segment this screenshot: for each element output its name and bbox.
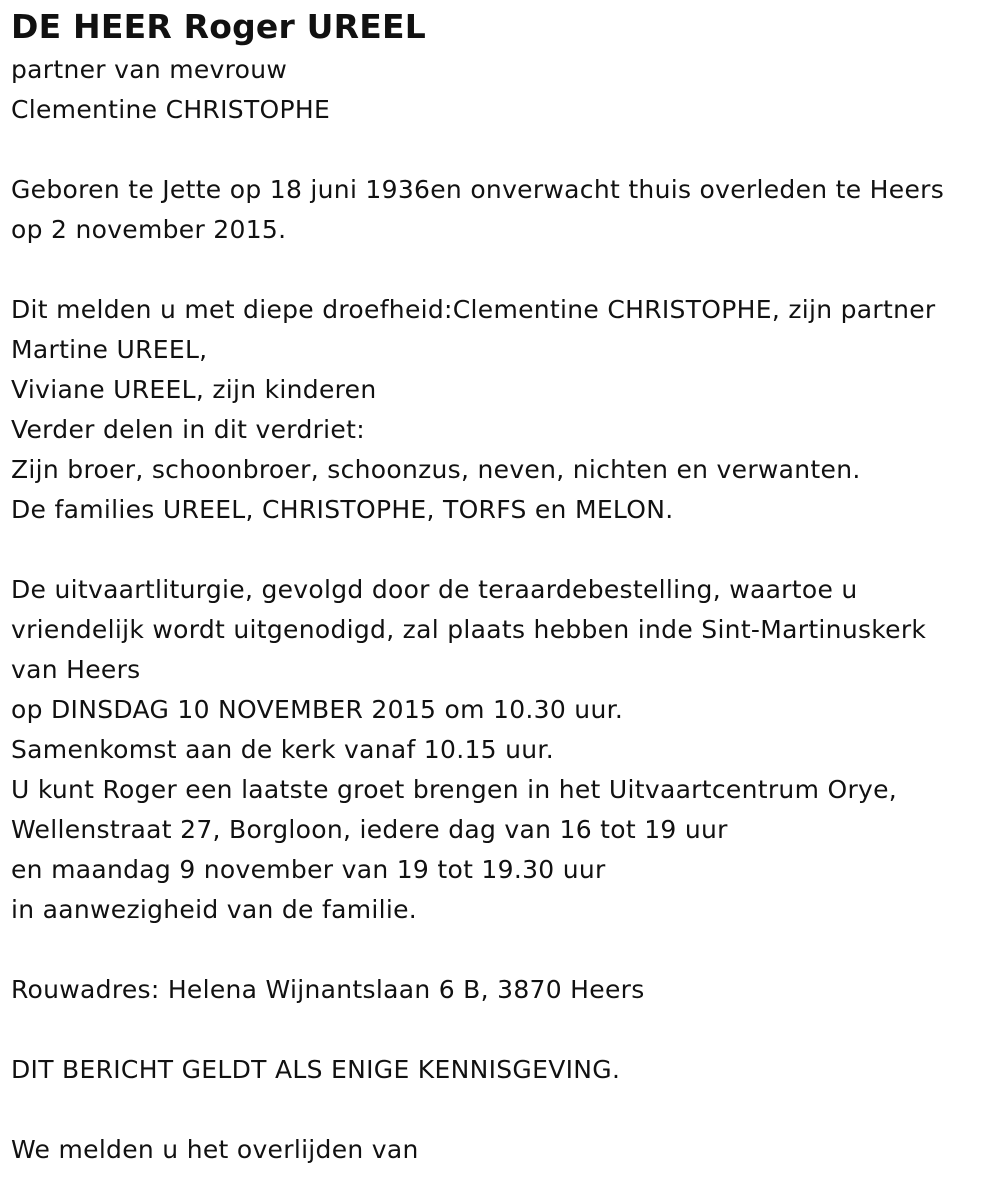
paragraph-gap [11, 530, 1000, 570]
paragraph-gap [11, 250, 1000, 290]
text-line: op 2 november 2015. [11, 215, 287, 244]
text-line: vriendelijk wordt uitgenodigd, zal plaats hebben inde Sint-Martinuskerk [11, 615, 927, 644]
text-line: Samenkomst aan de kerk vanaf 10.15 uur. [11, 735, 554, 764]
text-line: en maandag 9 november van 19 tot 19.30 uur [11, 855, 606, 884]
text-line: in aanwezigheid van de familie. [11, 895, 418, 924]
text-line: De uitvaartliturgie, gevolgd door de teraardebestelling, waartoe u [11, 575, 858, 604]
text-line: Dit melden u met diepe droefheid:Clementine CHRISTOPHE, zijn partner [11, 295, 936, 324]
text-line: partner van mevrouw [11, 55, 288, 84]
paragraph-gap [11, 130, 1000, 170]
obituary-body [11, 50, 1000, 1170]
text-line: Martine UREEL, [11, 335, 208, 364]
obituary-title: DE HEER Roger UREEL [11, 7, 426, 46]
paragraph-gap [11, 1090, 1000, 1130]
text-line: Geboren te Jette op 18 juni 1936en onverwacht thuis overleden te Heers [11, 175, 945, 204]
text-line: van Heers [11, 655, 141, 684]
text-line: We melden u het overlijden van [11, 1135, 419, 1164]
text-line: Zijn broer, schoonbroer, schoonzus, neven, nichten en verwanten. [11, 455, 861, 484]
text-line: Wellenstraat 27, Borgloon, iedere dag van 16 tot 19 uur [11, 815, 728, 844]
text-line: DIT BERICHT GELDT ALS ENIGE KENNISGEVING. [11, 1055, 621, 1084]
paragraph-gap [11, 930, 1000, 970]
text-line: U kunt Roger een laatste groet brengen in het Uitvaartcentrum Orye, [11, 775, 898, 804]
paragraph-gap [11, 1010, 1000, 1050]
text-line: De families UREEL, CHRISTOPHE, TORFS en MELON. [11, 495, 674, 524]
text-line: Rouwadres: Helena Wijnantslaan 6 B, 3870 Heers [11, 975, 645, 1004]
text-line: Viviane UREEL, zijn kinderen [11, 375, 377, 404]
text-line: Clementine CHRISTOPHE [11, 95, 331, 124]
text-line: op DINSDAG 10 NOVEMBER 2015 om 10.30 uur. [11, 695, 624, 724]
text-line: Verder delen in dit verdriet: [11, 415, 365, 444]
